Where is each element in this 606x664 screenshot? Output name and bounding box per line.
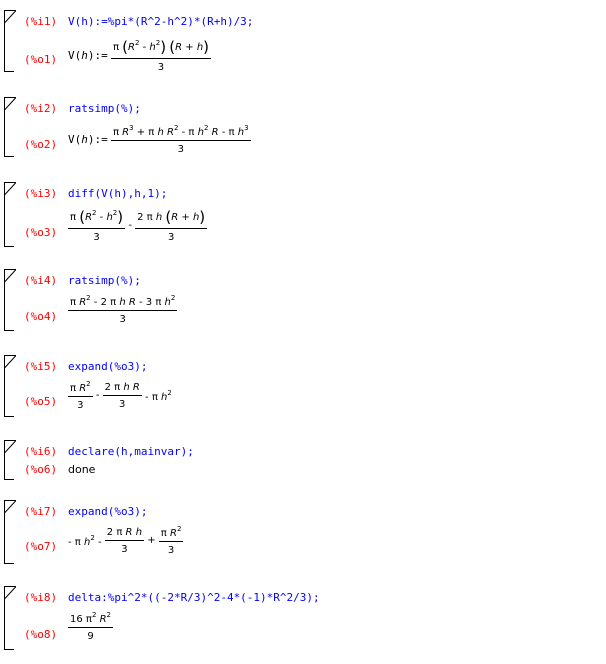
- cell-bracket-icon: [4, 182, 16, 196]
- input-label: (%i6): [24, 445, 58, 458]
- output-label: (%o2): [24, 138, 58, 151]
- output-expression: $\frac{\pi (R^2 - h^2)}{3}$ - $\frac{\text{2 π h (R + h)}}{3}$: [70, 208, 206, 243]
- cell-5: [0, 355, 600, 417]
- input-expression[interactable]: expand(%o3);: [68, 360, 148, 373]
- input-label: (%i5): [24, 360, 58, 373]
- input-label: (%i1): [24, 15, 58, 28]
- cell-1: [0, 10, 600, 72]
- input-label: (%i7): [24, 505, 58, 518]
- output-label: (%o6): [24, 463, 58, 476]
- input-expression[interactable]: ratsimp(%);: [68, 102, 141, 115]
- cell-bracket[interactable]: [2, 10, 14, 72]
- cell-bracket[interactable]: [2, 440, 14, 480]
- cell-3: [0, 182, 600, 247]
- cell-bracket[interactable]: [2, 500, 14, 564]
- cell-bracket-icon: [4, 97, 16, 111]
- output-label: (%o8): [24, 628, 58, 641]
- input-label: (%i8): [24, 591, 58, 604]
- input-expression[interactable]: expand(%o3);: [68, 505, 148, 518]
- output-expression: $\frac{16 \pi^2 R^2}{9}$: [70, 611, 112, 642]
- output-label: (%o3): [24, 226, 58, 239]
- output-expression: $\frac{\pi R^2}{3}$ - $\frac{\text{2 π h R}}{3}$ - π $h^2$: [70, 380, 172, 411]
- input-expression[interactable]: diff(V(h),h,1);: [68, 187, 168, 200]
- output-label: (%o1): [24, 53, 58, 66]
- cell-6: [0, 440, 600, 480]
- cell-bracket[interactable]: [2, 182, 14, 247]
- cell-4: [0, 269, 600, 331]
- output-expression: done: [68, 463, 96, 476]
- cell-bracket-icon: [4, 355, 16, 369]
- input-label: (%i3): [24, 187, 58, 200]
- input-expression[interactable]: declare(h,mainvar);: [68, 445, 194, 458]
- output-expression: V(h):= $\frac{\pi (R^2 - h^2) (R + h)}{3}$: [68, 38, 210, 73]
- output-expression: $\frac{\pi R^2 - 2 \pi h R - 3 \pi h^2}{3}$: [70, 294, 176, 325]
- input-expression[interactable]: delta:%pi^2*((-2*R/3)^2-4*(-1)*R^2/3);: [68, 591, 320, 604]
- input-label: (%i4): [24, 274, 58, 287]
- cell-bracket-icon: [4, 269, 16, 283]
- output-label: (%o4): [24, 310, 58, 323]
- cell-bracket[interactable]: [2, 586, 14, 650]
- output-expression: - π $h^2$ - $\frac{\text{2 π R h}}{3}$ + $\frac{\pi R^2}{3}$: [68, 525, 182, 556]
- output-label: (%o7): [24, 540, 58, 553]
- input-expression[interactable]: ratsimp(%);: [68, 274, 141, 287]
- input-label: (%i2): [24, 102, 58, 115]
- cell-bracket[interactable]: [2, 97, 14, 157]
- output-label: (%o5): [24, 395, 58, 408]
- cell-bracket-icon: [4, 586, 16, 600]
- output-expression: V(h):= $\frac{\pi R^3 + \pi h R^2 - \pi h^2 R - \pi h^3}{3}$: [68, 124, 249, 155]
- cell-bracket[interactable]: [2, 355, 14, 417]
- input-expression[interactable]: V(h):=%pi*(R^2-h^2)*(R+h)/3;: [68, 15, 254, 28]
- cell-bracket-icon: [4, 10, 16, 24]
- cell-bracket-icon: [4, 440, 16, 454]
- cell-bracket-icon: [4, 500, 16, 514]
- cell-7: [0, 500, 600, 564]
- cell-2: [0, 97, 600, 157]
- cell-8: [0, 586, 600, 650]
- cell-bracket[interactable]: [2, 269, 14, 331]
